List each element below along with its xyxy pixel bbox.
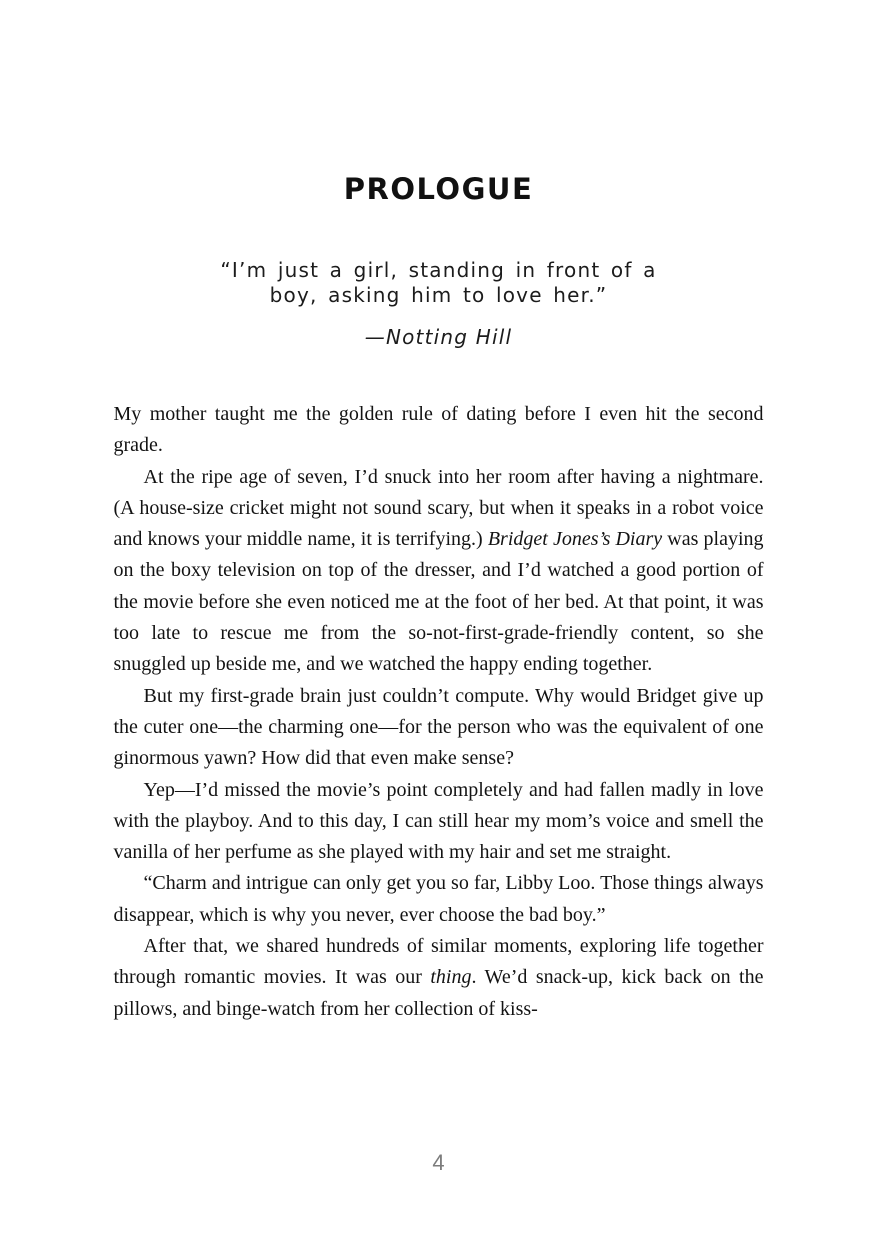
epigraph bbox=[114, 258, 764, 349]
body-paragraph bbox=[114, 868, 764, 931]
epigraph-attribution: —Notting Hill bbox=[364, 325, 513, 349]
epigraph-quote-line-2: boy, asking him to love her.” bbox=[269, 283, 608, 307]
page-content bbox=[114, 0, 764, 1025]
text-run: My mother taught me the golden rule of dating before I even hit the second grade. bbox=[113, 403, 764, 457]
text-run: But my first-grade brain just couldn’t compute. Why would Bridget give up the cuter one—the charming one—for the person who was the equivalent of one ginormous yawn? How did that even make sense? bbox=[113, 684, 764, 770]
text-run: After that, we shared hundreds of similar moments, exploring life together through romantic movies. It was our bbox=[113, 935, 764, 989]
epigraph-quote-line-1: “I’m just a girl, standing in front of a bbox=[220, 258, 657, 282]
text-run: thing bbox=[430, 966, 472, 989]
text-run: Yep—I’d missed the movie’s point completely and had fallen madly in love with the playboy. And to this day, I can still hear my mom’s voice and smell the vanilla of her perfume as she played with my hair and set me straight. bbox=[113, 778, 764, 864]
chapter-title: PROLOGUE bbox=[343, 172, 534, 206]
text-run: Bridget Jones’s Diary bbox=[487, 528, 663, 551]
text-run: “Charm and intrigue can only get you so far, Libby Loo. Those things always disappear, which is why you never, ever choose the bad boy.” bbox=[113, 872, 764, 926]
text-run: At the ripe age of seven, I’d snuck into her room after having a nightmare. (A house-size cricket might not sound scary, but when it speaks in a robot voice and knows your middle name, it is terrifying.) bbox=[113, 465, 764, 551]
body-paragraph bbox=[114, 775, 764, 869]
body-text bbox=[114, 399, 764, 1025]
text-run: was playing on the boxy television on top of the dresser, and I’d watched a good portion of the movie before she even noticed me at the foot of her bed. At that point, it was too late to rescue me from the so-not-first-grade-friendly content, so she snuggled up beside me, and we watched the happy ending together. bbox=[113, 528, 764, 676]
body-paragraph bbox=[114, 681, 764, 775]
epigraph-quote bbox=[114, 258, 764, 308]
body-paragraph bbox=[114, 462, 764, 681]
body-paragraph bbox=[114, 399, 764, 462]
page-number: 4 bbox=[432, 1150, 445, 1175]
body-paragraph bbox=[114, 931, 764, 1025]
text-run: . We’d snack-up, kick back on the pillows, and binge-watch from her collection of kiss- bbox=[113, 966, 764, 1020]
